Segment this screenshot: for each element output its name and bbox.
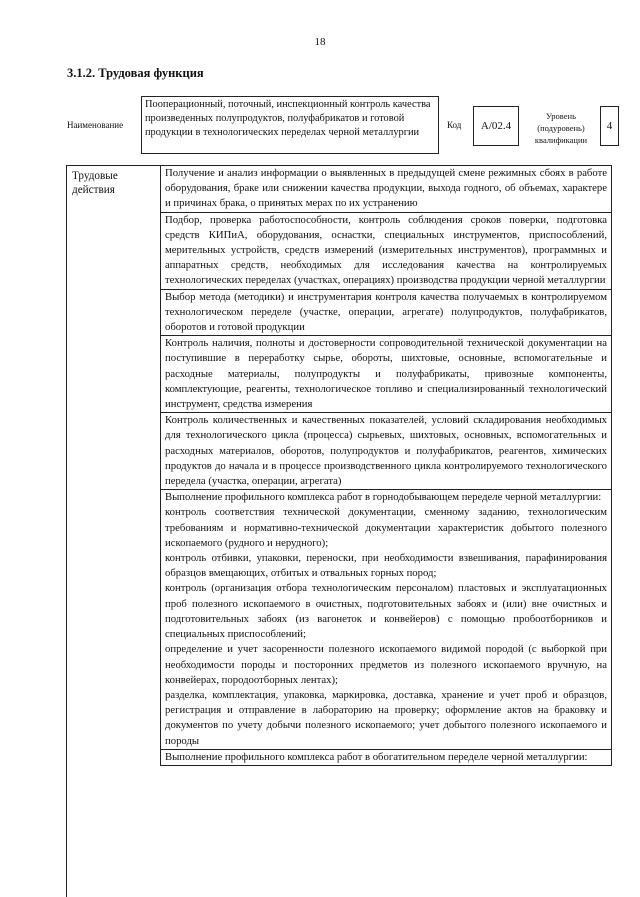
labor-actions-label: Трудовые действия (66, 165, 160, 897)
labor-action-row (160, 289, 612, 336)
labor-action-text: Выполнение профильного комплекса работ в горнодобывающем переделе черной металлургии: (165, 491, 602, 504)
name-value: Пооперационный, поточный, инспекционный контроль качества произведенных полупродуктов, полуфабрикатов и готовой продукции в технологических переделах черной металлургии (141, 96, 439, 154)
labor-action-row (160, 165, 612, 212)
function-header (67, 96, 619, 158)
labor-action-text: Подбор, проверка работоспособности, контроль соблюдения сроков поверки, подготовка средств КИПиА, оборудования, оснастки, специальных инструментов, приспособлений, мерительных устройств, средств измерений (измерительных инструментов), программных и аппаратных средств, необходимых для исследования качества на контролируемых технологических переделах (участках, операциях) производства продукции черной металлургии (165, 213, 607, 287)
labor-action-row (160, 335, 612, 412)
labor-action-text: Контроль количественных и качественных показателей, условий складирования необходимых для технологического цикла (процесса) сырьевых, шихтовых, основных, вспомогательных и расходных материалов, оборотов, полупродуктов и полуфабрикатов, реагентов, химических продуктов до начала и в процессе производственного цикла контролируемого технологического передела (участка, операции, агрегата) (165, 414, 607, 488)
labor-action-text: Получение и анализ информации о выявленных в предыдущей смене режимных сбоях в работе оборудования, браке или снижении качества продукции, выхода годного, об объемах, характере и причинах брака, о принятых мерах по их устранению (165, 167, 607, 210)
labor-action-text: Контроль наличия, полноты и достоверности сопроводительной технической документации на поступившие в переработку сырье, обороты, шихтовые, основные, вспомогательные и расходные материалы, полупродукты и полуфабрикаты, привозные компоненты, комплектующие, реагенты, технологическое топливо и специализированный технологический инструмент, средства измерения (165, 337, 607, 411)
code-label: Код (447, 120, 462, 130)
labor-action-text: контроль соответствия технической документации, сменному заданию, технологическим требованиям и нормативно-технической документации характеристик добытого полезного ископаемого (рудного и нерудного); (165, 506, 607, 549)
labor-action-text: контроль отбивки, упаковки, переноски, при необходимости взвешивания, парафинирования образцов вмещающих, отбитых и отвальных горных пород; (165, 552, 607, 580)
labor-action-text: Выбор метода (методики) и инструментария контроля качества получаемых в контролируемом технологическом переделе (участке, операции, агрегате) полупродуктов, полуфабрикатов, оборотов и готовой продукции (165, 290, 607, 334)
level-label: Уровень (подуровень) квалификации (534, 111, 588, 145)
code-value: А/02.4 (473, 106, 519, 146)
labor-action-row (160, 412, 612, 489)
labor-actions-list (160, 165, 612, 766)
labor-action-row (160, 749, 612, 766)
page-number: 18 (314, 36, 326, 48)
labor-action-text: контроль (организация отбора технологическим персоналом) пластовых и эксплуатационных проб полезного ископаемого в очистных, подготовительных забоях и (или) вне очистных и подготовительных забоях (из вагонеток и конвейеров) с помощью пробоотборников и специальных приспособлений; (165, 582, 607, 641)
labor-action-text: разделка, комплектация, упаковка, маркировка, доставка, хранение и учет проб и образцов, регистрация и отправление в лабораторию на проверку; оформление актов на браковку и документов по учету добычи полезного ископаемого; учет добытого полезного ископаемого и породы (165, 688, 607, 747)
level-value: 4 (600, 106, 619, 146)
name-label: Наименование (67, 120, 124, 130)
section-title: 3.1.2. Трудовая функция (67, 66, 204, 80)
labor-action-row (160, 489, 612, 748)
labor-action-row (160, 212, 612, 289)
labor-action-text: определение и учет засоренности полезного ископаемого видимой породой (с выборкой при необходимости породы и посторонних предметов из полезного ископаемого вручную, на конвейерах, породоотборных лентах); (165, 643, 607, 686)
labor-action-text: Выполнение профильного комплекса работ в обогатительном переделе черной металлургии: (165, 750, 588, 763)
